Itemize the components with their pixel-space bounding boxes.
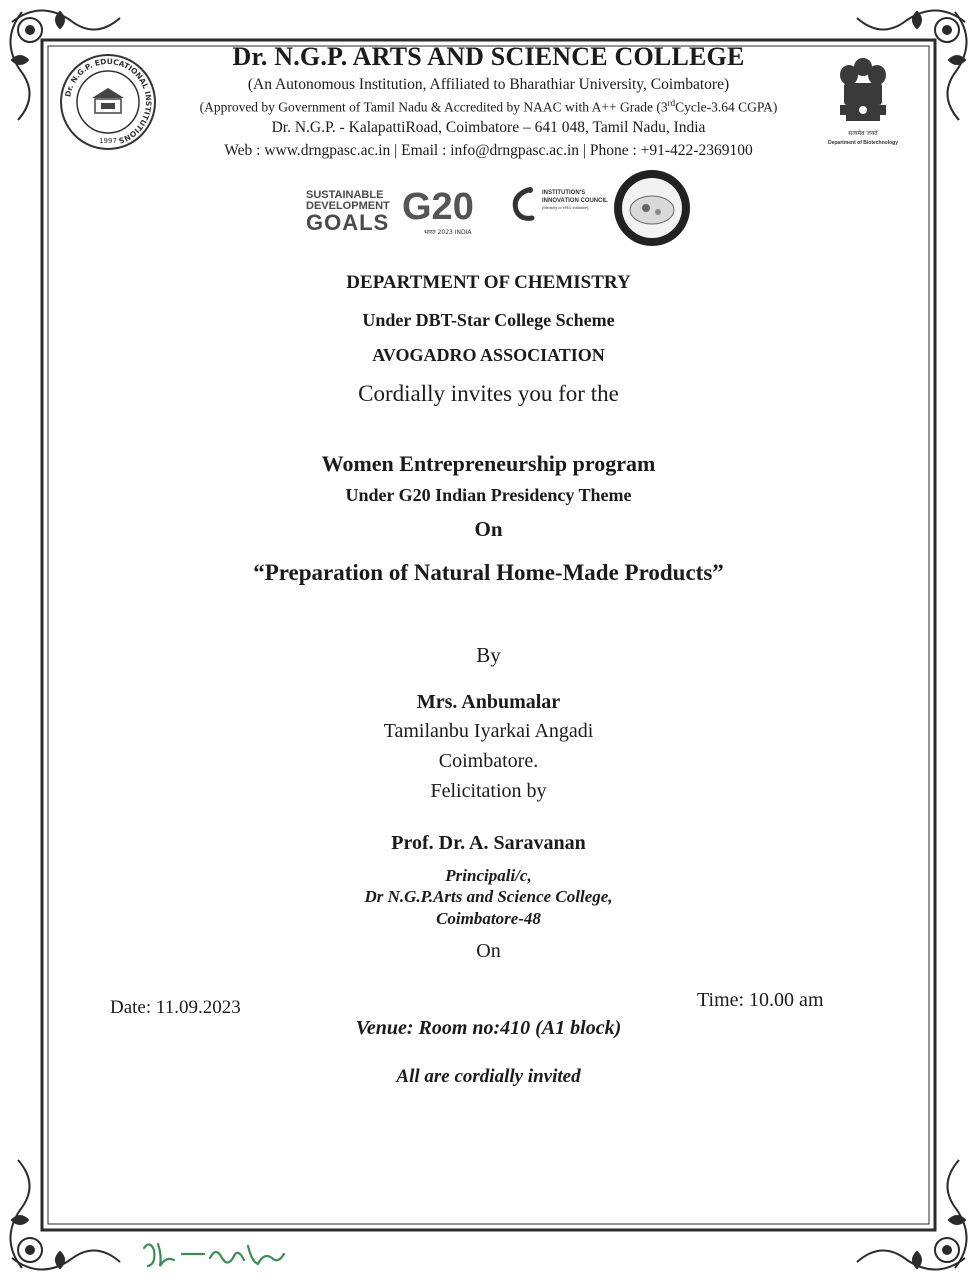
department-of-biotechnology-label: Department of Biotechnology bbox=[827, 140, 898, 146]
iic-logo: INSTITUTION'S INNOVATION COUNCIL (Ministry of HRD Initiative) bbox=[506, 184, 606, 234]
speaker-organisation: Tamilanbu Iyarkai Angadi bbox=[383, 720, 594, 742]
department-name: DEPARTMENT OF CHEMISTRY bbox=[346, 272, 631, 293]
department-scheme: Under DBT-Star College Scheme bbox=[362, 310, 615, 330]
g20-logo: G20 bbox=[402, 186, 474, 228]
sdg-logo: SUSTAINABLE DEVELOPMENT GOALS bbox=[306, 189, 390, 235]
emblem-year: 1997 bbox=[99, 137, 117, 145]
g20-logo-subtitle: भारत 2023 INDIA bbox=[424, 229, 472, 236]
association-seal-logo bbox=[612, 168, 692, 248]
invitation-line: Cordially invites you for the bbox=[358, 381, 619, 406]
event-venue: Venue: Room no:410 (A1 block) bbox=[355, 1017, 622, 1039]
principal-role: Principali/c, bbox=[445, 866, 532, 885]
college-address: Dr. N.G.P. - KalapattiRoad, Coimbatore – 641 048, Tamil Nadu, India bbox=[271, 119, 706, 136]
program-theme: Under G20 Indian Presidency Theme bbox=[345, 485, 632, 505]
by-label: By bbox=[476, 643, 501, 667]
emblem-ring-text: Dr. N.G.P. EDUCATIONAL INSTITUTIONS bbox=[63, 56, 154, 146]
event-time: Time: 10.00 am bbox=[697, 989, 824, 1011]
principal-city: Coimbatore-48 bbox=[436, 909, 541, 928]
emblem-motto: सत्यमेव जयते bbox=[848, 130, 878, 137]
date-on-label: On bbox=[476, 940, 501, 962]
partner-logos bbox=[300, 180, 700, 244]
event-date: Date: 11.09.2023 bbox=[110, 997, 241, 1018]
program-topic: “Preparation of Natural Home-Made Products” bbox=[253, 560, 724, 585]
program-on: On bbox=[474, 517, 503, 541]
handwritten-signature bbox=[140, 1238, 290, 1274]
speaker-city: Coimbatore. bbox=[438, 750, 539, 772]
speaker-name: Mrs. Anbumalar bbox=[416, 691, 561, 713]
association-name: AVOGADRO ASSOCIATION bbox=[372, 345, 605, 365]
college-name: Dr. N.G.P. ARTS AND SCIENCE COLLEGE bbox=[232, 42, 745, 71]
corner-ornament-bottom-left bbox=[10, 1160, 120, 1270]
college-accreditation: (Approved by Government of Tamil Nadu & Accredited by NAAC with A++ Grade (3rdCycle-3.64 CGPA) bbox=[199, 98, 778, 115]
college-affiliation: (An Autonomous Institution, Affiliated to Bharathiar University, Coimbatore) bbox=[247, 76, 730, 93]
college-contact: Web : www.drngpasc.ac.in | Email : info@drngpasc.ac.in | Phone : +91-422-2369100 bbox=[224, 142, 753, 159]
program-title: Women Entrepreneurship program bbox=[321, 451, 656, 476]
closing-line: All are cordially invited bbox=[396, 1066, 581, 1087]
iic-swirl-icon bbox=[506, 184, 540, 224]
principal-name: Prof. Dr. A. Saravanan bbox=[391, 832, 586, 854]
principal-college: Dr N.G.P.Arts and Science College, bbox=[364, 887, 613, 906]
corner-ornament-bottom-right bbox=[857, 1160, 967, 1270]
felicitation-label: Felicitation by bbox=[430, 780, 547, 802]
